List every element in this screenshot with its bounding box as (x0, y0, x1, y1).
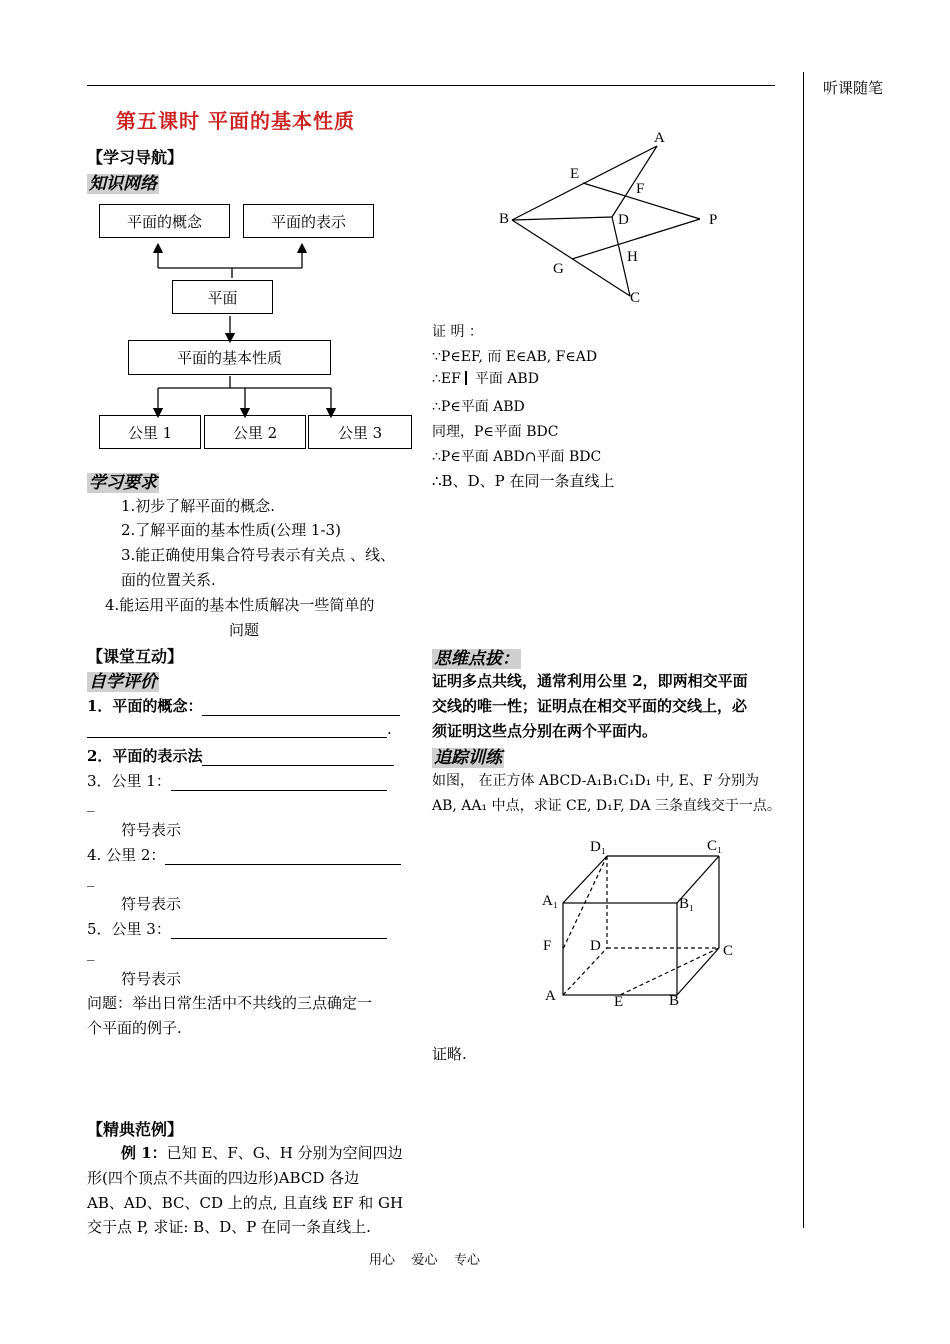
label-e: E (614, 994, 624, 1010)
tracking-line: AB, AA₁ 中点，求证 CE, D₁F, DA 三条直线交于一点。 (432, 798, 781, 814)
label-c: C (723, 943, 734, 959)
nav-heading: 【学习导航】 (87, 148, 184, 167)
page-title: 第五课时 平面的基本性质 (116, 109, 355, 133)
proof-line: 同理，P∈平面 BDC (432, 424, 559, 440)
proof-line: ∵P∈EF, 而 E∈AB, F∈AD (432, 349, 598, 365)
dash: _ (87, 869, 95, 887)
symbol-label: 符号表示 (121, 895, 182, 913)
requirement-item: 2.了解平面的基本性质(公理 1-3) (121, 521, 341, 539)
proof-line: ∴P∈平面 ABD∩平面 BDC (432, 449, 602, 465)
label-e: E (570, 166, 580, 182)
box-plane-representation: 平面的表示 (243, 204, 374, 238)
tracking-line: 如图， 在正方体 ABCD-A₁B₁C₁D₁ 中, E、F 分别为 (432, 773, 760, 789)
example-1-line: 形(四个顶点不共面的四边形)ABCD 各边 (87, 1169, 360, 1187)
top-rule (87, 85, 775, 86)
label-f: F (543, 938, 552, 954)
dash: _ (87, 943, 95, 961)
tracking-heading: 追踪训练 (434, 748, 502, 768)
question-5: 5．公里 3： (87, 918, 387, 939)
footer: 用心 爱心 专心 (369, 1253, 481, 1268)
proof-conclusion: ∴B、D、P 在同一条直线上 (432, 472, 615, 490)
question-2: 2．平面的表示法 (87, 745, 394, 766)
label-d: D (618, 212, 629, 228)
requirement-item: 3.能正确使用集合符号表示有关点 、线、 (121, 546, 396, 564)
example-1-line: 交于点 P, 求证: B、D、P 在同一条直线上. (87, 1218, 371, 1236)
question-3: 3．公里 1： (87, 770, 387, 791)
box-plane-concept: 平面的概念 (99, 204, 230, 238)
label-a1: A₁ (542, 893, 559, 909)
label-b: B (499, 211, 510, 227)
thinking-heading: 思维点拔： (434, 649, 519, 669)
cube-figure (535, 832, 745, 1014)
label-g: G (553, 261, 564, 277)
label-b1: B₁ (679, 896, 695, 912)
symbol-label: 符号表示 (121, 821, 182, 839)
label-c: C (630, 290, 641, 306)
symbol-label: 符号表示 (121, 970, 182, 988)
proof-omitted: 证略. (432, 1045, 467, 1063)
proof-line: ∴P∈平面 ABD (432, 399, 525, 415)
thinking-line: 须证明这些点分别在两个平面内。 (432, 722, 658, 740)
question-text: 问题：举出日常生活中不共线的三点确定一 (87, 994, 373, 1012)
classroom-heading: 【课堂互动】 (87, 647, 184, 666)
label-d: D (590, 938, 601, 954)
notes-sidebar-label: 听课随笔 (823, 79, 884, 97)
label-h: H (627, 249, 638, 265)
self-eval-heading: 自学评价 (89, 672, 157, 692)
label-a: A (545, 988, 556, 1004)
label-d1: D₁ (590, 839, 607, 855)
thinking-line: 证明多点共线，通常利用公里 2，即两相交平面 (432, 672, 748, 690)
requirement-item: 4.能运用平面的基本性质解决一些简单的 (105, 596, 375, 614)
requirement-item: 问题 (229, 621, 260, 639)
box-basic-properties: 平面的基本性质 (128, 340, 331, 375)
proof-line: ∴EF 平面 ABD (432, 371, 539, 387)
requirement-item: 1.初步了解平面的概念. (121, 497, 276, 515)
quadrilateral-figure (490, 120, 730, 315)
box-axiom-1: 公里 1 (99, 415, 201, 449)
label-c1: C₁ (707, 838, 723, 854)
label-a: A (654, 130, 665, 146)
thinking-line: 交线的唯一性；证明点在相交平面的交线上，必 (432, 697, 748, 715)
box-plane: 平面 (172, 280, 273, 314)
examples-heading: 【精典范例】 (87, 1120, 184, 1139)
box-axiom-3: 公里 3 (308, 415, 412, 449)
question-4: 4. 公里 2： (87, 844, 401, 865)
question-1: 1．平面的概念： (87, 695, 400, 716)
question-text: 个平面的例子. (87, 1019, 182, 1037)
box-axiom-2: 公里 2 (204, 415, 306, 449)
label-p: P (709, 212, 718, 228)
requirement-item: 面的位置关系. (121, 571, 216, 589)
label-b: B (669, 993, 680, 1009)
proof-label: 证 明 ： (432, 324, 483, 340)
network-heading: 知识网络 (89, 174, 157, 194)
example-1-line: 例 1：已知 E、F、G、H 分别为空间四边 (121, 1144, 403, 1162)
dash: _ (87, 794, 95, 812)
example-1-line: AB、AD、BC、CD 上的点, 且直线 EF 和 GH (87, 1194, 404, 1212)
label-f: F (636, 181, 645, 197)
question-1-continuation: . (87, 720, 392, 738)
margin-rule (803, 72, 804, 1228)
requirements-heading: 学习要求 (89, 473, 157, 493)
